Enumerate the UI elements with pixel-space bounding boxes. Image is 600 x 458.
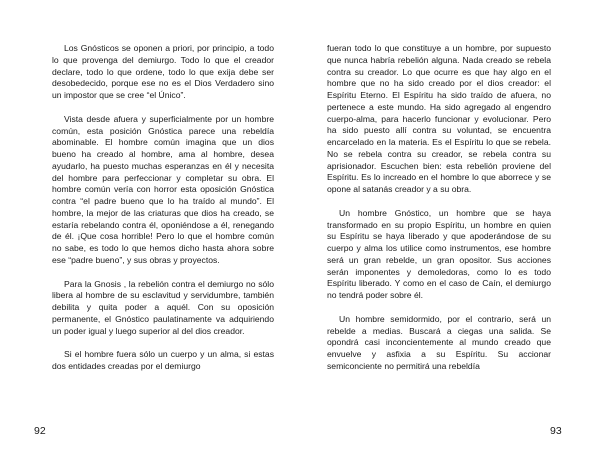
- right-page: [300, 0, 600, 458]
- page-number: 92: [34, 425, 46, 437]
- paragraph: Para la Gnosis , la rebelión contra el demiurgo no sólo libera al hombre de su esclavitud y servidumbre, también debilita y quita poder a aquél. Con su oposición permanente, el Gnóstico paulatinamente va adquiriendo un poder igual y luego superior al del dios creador.: [52, 278, 274, 336]
- paragraph: fueran todo lo que constituye a un hombre, por supuesto que nunca habría rebelión alguna. Nada creado se rebela contra su creador. Lo que ocurre es que hay algo en el hombre que no ha sido creado por el dios creador: el Espíritu Eterno. El Espíritu ha sido traído de afuera, no pertenece a este mundo. Ha sido agregado al engendro cuerpo-alma, para hacerlo funcionar y evolucionar. Pero ha sido puesto allí contra su voluntad, se encuentra encarcelado en la materia. Es el Espíritu lo que se rebela. No se rebela contra su creador, se rebela contra su aprisionador. Escuchen bien: esta rebelión proviene del Espíritu. Es lo increado en el hombre lo que aborrece y se opone al satanás creador y a su obra.: [327, 43, 551, 194]
- paragraph: Vista desde afuera y superficialmente por un hombre común, esta posición Gnóstica parece una rebeldía abominable. El hombre común imagina que un dios bueno ha creado al hombre, ama al hombre, desea ayudarlo, ha puesto muchas esperanzas en él y necesita del hombre para perfeccionar y completar su obra. El hombre común vería con horror esta oposición Gnóstica contra “el padre bueno que lo ha traído al mundo”. El hombre, la mejor de las criaturas que dios ha creado, se estaría rebelando contra él, oponiéndose a él, renegando de él. ¡Que cosa horrible! Pero lo que el hombre común no sabe, es todo lo que hemos dicho hasta ahora sobre ese “padre bueno”, y sus obras y proyectos.: [52, 113, 274, 265]
- page-number: 93: [550, 425, 562, 437]
- right-page-text: [327, 43, 551, 373]
- paragraph: Un hombre Gnóstico, un hombre que se haya transformado en su propio Espíritu, un hombre en quien su Espíritu se haya liberado y que apoderándose de su cuerpo y alma los utilice como instrumentos, ese hombre será un gran rebelde, un gran opositor. Sus acciones serán imponentes y demoledoras, como lo es todo Espíritu liberado. Y como en el caso de Caín, el demiurgo no tendrá poder sobre él.: [327, 207, 551, 300]
- paragraph: Si el hombre fuera sólo un cuerpo y un alma, si estas dos entidades creadas por el demiurgo: [52, 349, 274, 371]
- paragraph: Los Gnósticos se oponen a priori, por principio, a todo lo que provenga del demiurgo. Todo lo que el creador declare, todo lo que ordene, todo lo que exija debe ser desobedecido, porque ese no es el Dios Verdadero sino un impostor que se cree “el Único”.: [52, 43, 274, 100]
- left-page-text: [52, 43, 274, 373]
- paragraph: Un hombre semidormido, por el contrario, será un rebelde a medias. Buscará a ciegas una salida. Se opondrá casi inconcientemente al mundo creado que envuelve y asfixia a su Espíritu. Su accionar semiconciente no permitirá una rebeldía: [327, 313, 551, 371]
